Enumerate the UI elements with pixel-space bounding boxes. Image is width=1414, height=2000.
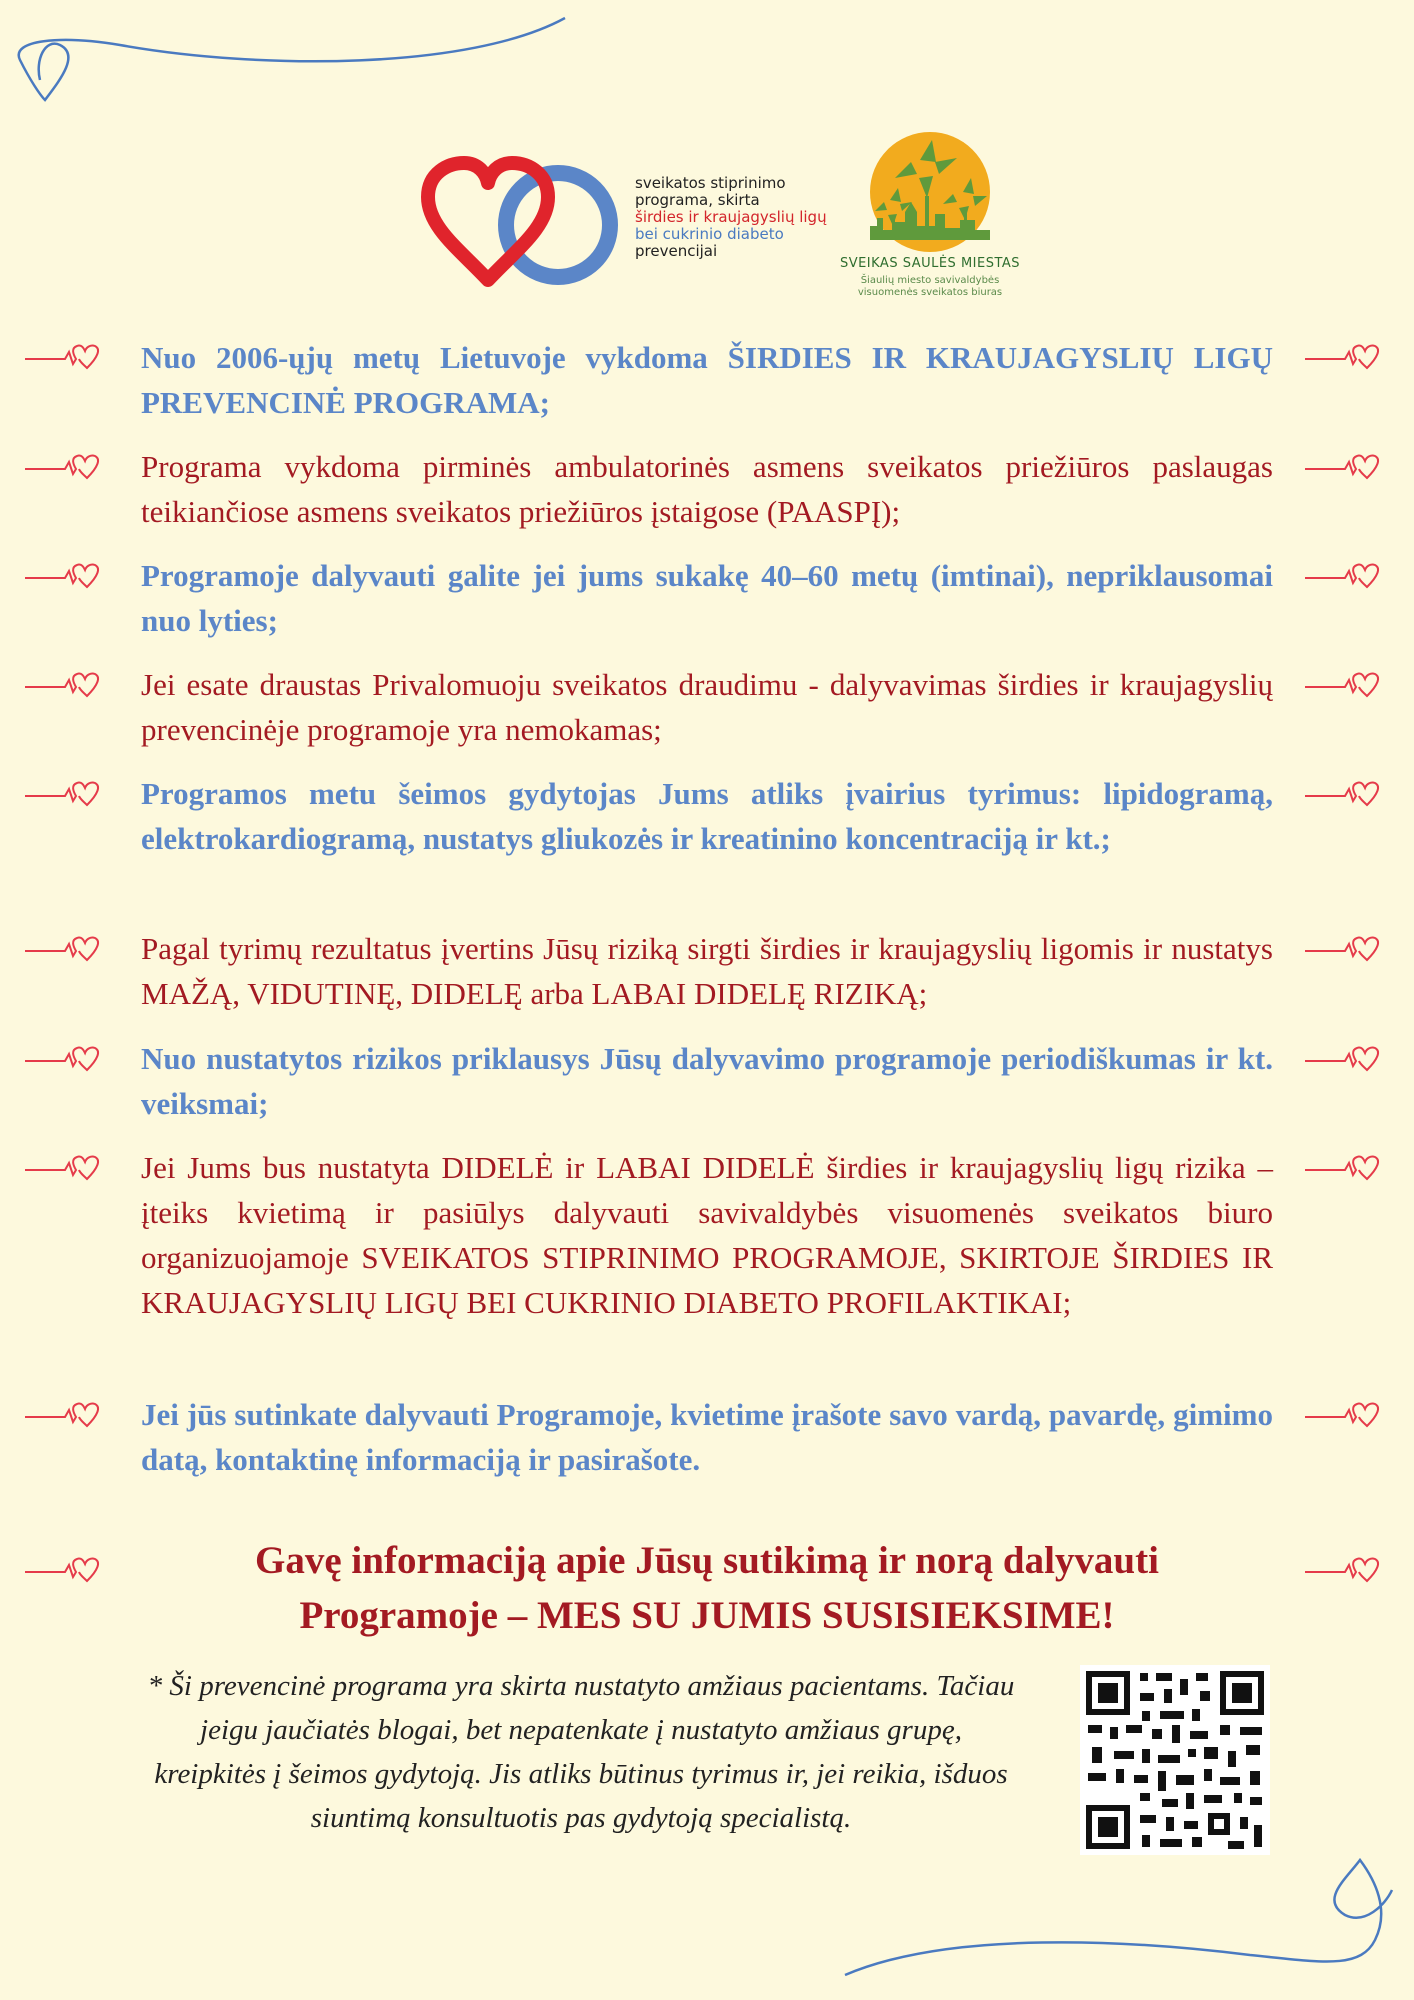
heart-line-icon <box>1305 1044 1385 1074</box>
heart-line-icon <box>1305 561 1385 591</box>
heart-line-icon <box>1305 452 1385 482</box>
program-logo-heart-icon <box>420 155 630 295</box>
ribbon-heart-decoration-top <box>0 0 580 110</box>
logo-line: sveikatos stiprinimo <box>635 174 786 192</box>
info-item: Nuo 2006-ųjų metų Lietuvoje vykdoma ŠIRDIES IR KRAUJAGYSLIŲ LIGŲ PREVENCINĖ PROGRAMA; <box>141 340 1273 420</box>
heart-line-icon <box>25 1400 105 1430</box>
city-logo-title: SVEIKAS SAULĖS MIESTAS <box>839 256 1021 271</box>
logo-line: širdies ir kraujagyslių ligų <box>635 208 827 226</box>
heart-line-icon <box>1305 934 1385 964</box>
heart-line-icon <box>1305 1400 1385 1430</box>
city-logo-subtitle: Šiaulių miesto savivaldybės visuomenės sveikatos biuras <box>857 275 1003 298</box>
heart-line-icon <box>25 1044 105 1074</box>
logo-line: bei cukrinio diabeto <box>635 225 784 243</box>
info-item: Jei Jums bus nustatyta DIDELĖ ir LABAI DIDELĖ širdies ir kraujagyslių ligų rizika – įteiks kvietimą ir pasiūlys dalyvauti savivaldybės visuomenės sveikatos biuro organizuojamoje SVEIKATOS STIPRINIMO PROGRAMOJE, SKIRTOJE ŠIRDIES IR KRAUJAGYSLIŲ LIGŲ BEI CUKRINIO DIABETO PROFILAKTIKAI; <box>141 1150 1273 1320</box>
heart-line-icon <box>25 342 105 372</box>
info-item: Nuo nustatytos rizikos priklausys Jūsų dalyvavimo programoje periodiškumas ir kt. veiksmai; <box>141 1041 1273 1121</box>
sun-city-logo-icon <box>865 130 995 255</box>
closing-statement: Gavę informaciją apie Jūsų sutikimą ir norą dalyvauti Programoje – MES SU JUMIS SUSISIEKSIME! <box>255 1539 1159 1637</box>
info-item: Programa vykdoma pirminės ambulatorinės asmens sveikatos priežiūros paslaugas teikiančiose asmens sveikatos priežiūros įstaigose (PAASPĮ); <box>141 449 1273 529</box>
program-logo <box>420 155 840 295</box>
heart-line-icon <box>25 934 105 964</box>
ribbon-heart-decoration-bottom <box>800 1790 1414 2000</box>
program-logo-text <box>635 175 827 260</box>
logo-line: programa, skirta <box>635 191 760 209</box>
heart-line-icon <box>25 779 105 809</box>
heart-line-icon <box>25 561 105 591</box>
city-logo <box>830 130 1030 305</box>
info-item: Pagal tyrimų rezultatus įvertins Jūsų riziką sirgti širdies ir kraujagyslių ligomis ir nustatys MAŽĄ, VIDUTINĘ, DIDELĘ arba LABAI DIDELĘ RIZIKĄ; <box>141 931 1273 1011</box>
info-item: Jei esate draustas Privalomuoju sveikatos draudimu - dalyvavimas širdies ir kraujagyslių prevencinėje programoje yra nemokamas; <box>141 667 1273 747</box>
logo-line: prevencijai <box>635 242 718 260</box>
info-item: Jei jūs sutinkate dalyvauti Programoje, kvietime įrašote savo vardą, pavardę, gimimo datą, kontaktinę informaciją ir pasirašote. <box>141 1397 1273 1477</box>
heart-line-icon <box>25 1153 105 1183</box>
footnote: * Ši prevencinė programa yra skirta nustatyto amžiaus pacientams. Tačiau jeigu jaučiatės blogai, bet nepatenkate į nustatyto amžiaus grupę, kreipkitės į šeimos gydytoją. Jis atliks būtinus tyrimus ir, jei reikia, išduos siuntimą konsultuotis pas gydytoją specialistą. <box>147 1670 1015 1834</box>
heart-line-icon <box>25 1555 105 1585</box>
heart-line-icon <box>25 670 105 700</box>
heart-line-icon <box>1305 1555 1385 1585</box>
heart-line-icon <box>1305 342 1385 372</box>
heart-line-icon <box>1305 779 1385 809</box>
info-item: Programos metu šeimos gydytojas Jums atliks įvairius tyrimus: lipidogramą, elektrokardiogramą, nustatys gliukozės ir kreatinino koncentraciją ir kt.; <box>141 776 1273 856</box>
info-item: Programoje dalyvauti galite jei jums sukakę 40–60 metų (imtinai), nepriklausomai nuo lyties; <box>141 558 1273 638</box>
heart-line-icon <box>1305 670 1385 700</box>
heart-line-icon <box>25 452 105 482</box>
heart-line-icon <box>1305 1153 1385 1183</box>
